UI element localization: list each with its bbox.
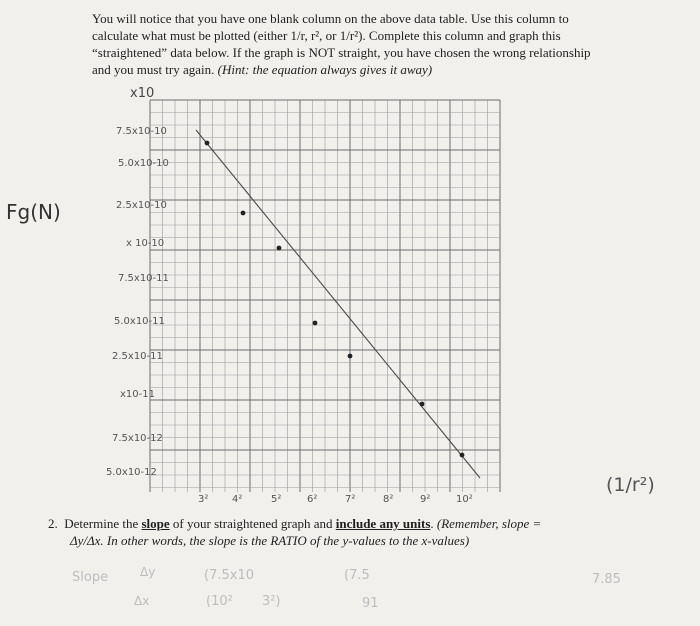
data-point (277, 246, 282, 251)
instructions-line-2: calculate what must be plotted (either 1/r, r², or 1/r²). Complete this column and graph this (92, 28, 561, 43)
x-tick-label: 5² (271, 494, 282, 505)
x-tick-label: 7² (345, 494, 356, 505)
instructions-line-4: and you must try again. (Hint: the equation always gives it away) (92, 62, 433, 77)
data-point (205, 141, 210, 146)
y-tick-label: 2.5x10-10 (116, 200, 167, 211)
y-tick-label: x10-11 (120, 389, 155, 400)
y-tick-label: 7.5x10-11 (118, 273, 169, 284)
data-point (348, 354, 353, 359)
data-point (241, 211, 246, 216)
faint-work-3: 3²) (262, 594, 281, 609)
faint-work-6: 7.85 (592, 572, 621, 587)
data-point (420, 402, 425, 407)
hint-text: (Hint: the equation always gives it away) (217, 62, 433, 77)
grid-lines (150, 100, 500, 492)
faint-delta-x: Δx (134, 594, 150, 608)
x-axis-label: (1/r²) (606, 474, 655, 496)
x-tick-label: 9² (420, 494, 431, 505)
x-tick-label: 6² (307, 494, 318, 505)
data-point (313, 321, 318, 326)
question-2-line-2: Δy/Δx. In other words, the slope is the RATIO of the y-values to the x-values) (70, 533, 470, 548)
include-units-phrase: include any units (335, 516, 431, 531)
faint-delta-y: Δy (140, 565, 156, 579)
y-tick-label: x 10-10 (126, 238, 165, 249)
y-tick-label: 5.0x10-10 (118, 158, 169, 169)
instructions-line-1: You will notice that you have one blank column on the above data table. Use this column to (92, 11, 569, 26)
question-2 (48, 515, 648, 549)
faint-work-2: (10² (206, 594, 233, 609)
instructions-line-3: “straightened” data below. If the graph is NOT straight, you have chosen the wrong relationship (92, 45, 591, 60)
faint-work-1: (7.5x10 (204, 568, 254, 583)
x-tick-label: 4² (232, 494, 243, 505)
slope-word: slope (141, 516, 170, 531)
faint-work-5: 91 (362, 596, 379, 611)
x-tick-label: 3² (198, 494, 209, 505)
y-tick-label: 2.5x10-11 (112, 351, 163, 362)
y-tick-label: 5.0x10-11 (114, 316, 165, 327)
faint-work-4: (7.5 (344, 568, 370, 583)
data-point (460, 453, 465, 458)
y-tick-label: 7.5x10-10 (116, 126, 167, 137)
faint-slope-label: Slope (72, 570, 109, 585)
question-2-line-1: 2. Determine the slope of your straightened graph and include any units. (Remember, slope = (48, 516, 542, 531)
x-tick-label: 10² (456, 494, 473, 505)
y-axis-label: Fg(N) (6, 200, 61, 224)
x-tick-label: 8² (383, 494, 394, 505)
y-tick-label: 7.5x10-12 (112, 433, 163, 444)
y-multiplier-label: x10 (130, 86, 155, 101)
y-tick-label: 5.0x10-12 (106, 467, 157, 478)
